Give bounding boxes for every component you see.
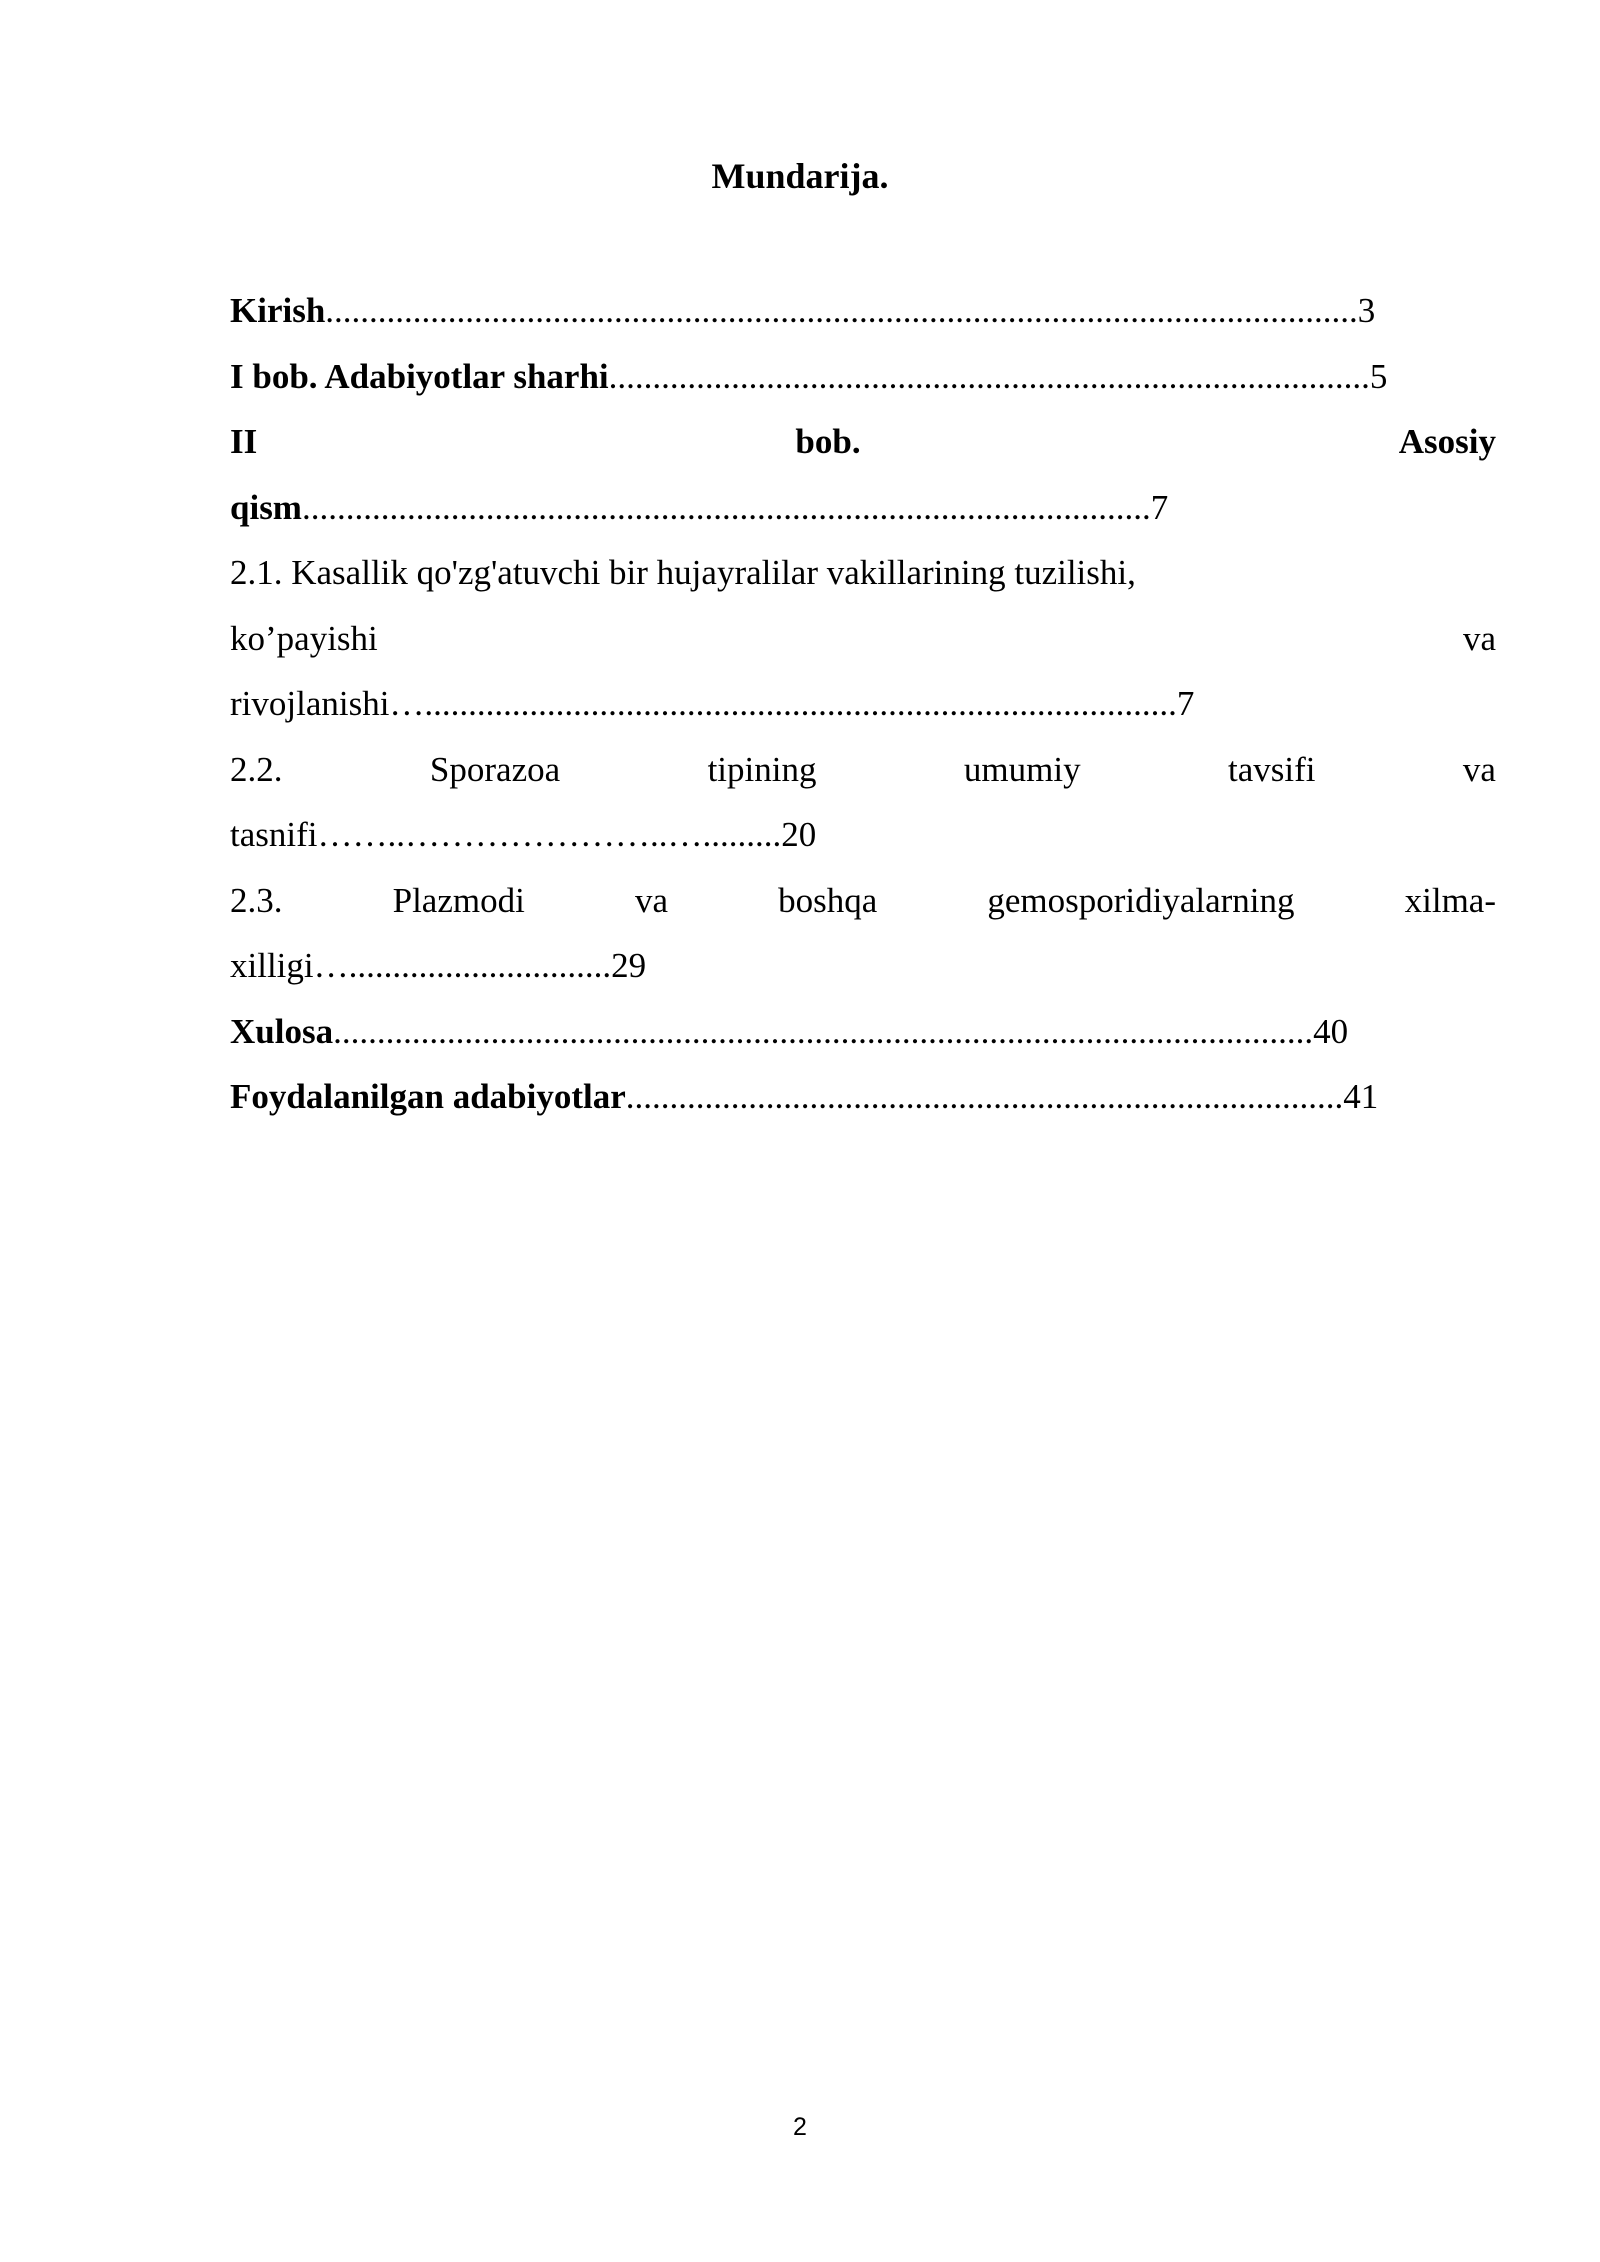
toc-entry-adabiyotlar[interactable] (230, 1064, 1496, 1130)
toc-word: va (1462, 618, 1496, 658)
toc-entry-2-1-line-1[interactable] (230, 540, 1496, 606)
toc-entry-bob-1[interactable] (230, 344, 1496, 410)
page-number: 2 (793, 2113, 807, 2141)
toc-word: II (230, 422, 258, 461)
toc-entry-label: Xulosa (230, 1011, 334, 1051)
toc-entry-text: 2.1. Kasallik qo'zg'atuvchi bir hujayralilar vakillarining tuzilishi, (230, 553, 1136, 592)
toc-word: gemosporidiyalarning (987, 880, 1295, 920)
toc-entry-xulosa[interactable] (230, 999, 1496, 1065)
toc-entry-2-1-line-2[interactable] (230, 606, 1496, 672)
toc-entry-leader: ................................................................................................................40 (333, 1011, 1349, 1051)
toc-word: bob. (795, 422, 861, 461)
toc-entry-leader: .......................................................................................5 (608, 356, 1388, 396)
toc-word: Sporazoa (429, 749, 561, 789)
toc-word: va (634, 880, 668, 920)
toc-entry-text: rivojlanishi…......................................................................................7 (230, 684, 1195, 723)
toc-word: xilma- (1404, 880, 1496, 920)
toc-entry-bob-2-line-2[interactable] (230, 475, 1496, 541)
toc-entry-2-3-line-2[interactable] (230, 933, 1496, 999)
page-title: Mundarija. (711, 156, 889, 196)
toc-entry-leader: ..................................................................................41 (625, 1077, 1379, 1116)
table-of-contents (230, 278, 1496, 1130)
toc-word: Asosiy (1398, 422, 1496, 461)
toc-word: umumiy (963, 749, 1081, 789)
toc-word: 2.3. (230, 880, 283, 920)
toc-entry-leader: ......................................................................................................................3 (325, 291, 1376, 330)
toc-entry-bob-2-line-1[interactable] (230, 409, 1496, 475)
toc-entry-text: xilligi…..............................29 (230, 946, 647, 985)
toc-entry-label: Kirish (230, 291, 326, 330)
toc-entry-label: Foydalanilgan adabiyotlar (230, 1077, 626, 1116)
toc-entry-label: qism (230, 487, 302, 527)
toc-word: boshqa (778, 880, 878, 920)
toc-entry-2-2-line-2[interactable] (230, 802, 1496, 868)
toc-entry-2-2-line-1[interactable] (230, 737, 1496, 803)
toc-word: tipining (707, 749, 817, 789)
toc-word: 2.2. (230, 749, 283, 789)
toc-word: va (1462, 749, 1496, 789)
toc-entry-label: I bob. Adabiyotlar sharhi (230, 356, 609, 396)
toc-entry-text: tasnifi……..…………………..….........20 (230, 815, 817, 854)
toc-entry-2-3-line-1[interactable] (230, 868, 1496, 934)
toc-word: tavsifi (1228, 749, 1316, 789)
toc-entry-leader: .................................................................................................7 (301, 487, 1169, 527)
toc-word: ko’payishi (230, 618, 378, 658)
toc-word: Plazmodi (392, 880, 525, 920)
toc-entry-kirish[interactable] (230, 278, 1496, 344)
toc-entry-2-1-line-3[interactable] (230, 671, 1496, 737)
